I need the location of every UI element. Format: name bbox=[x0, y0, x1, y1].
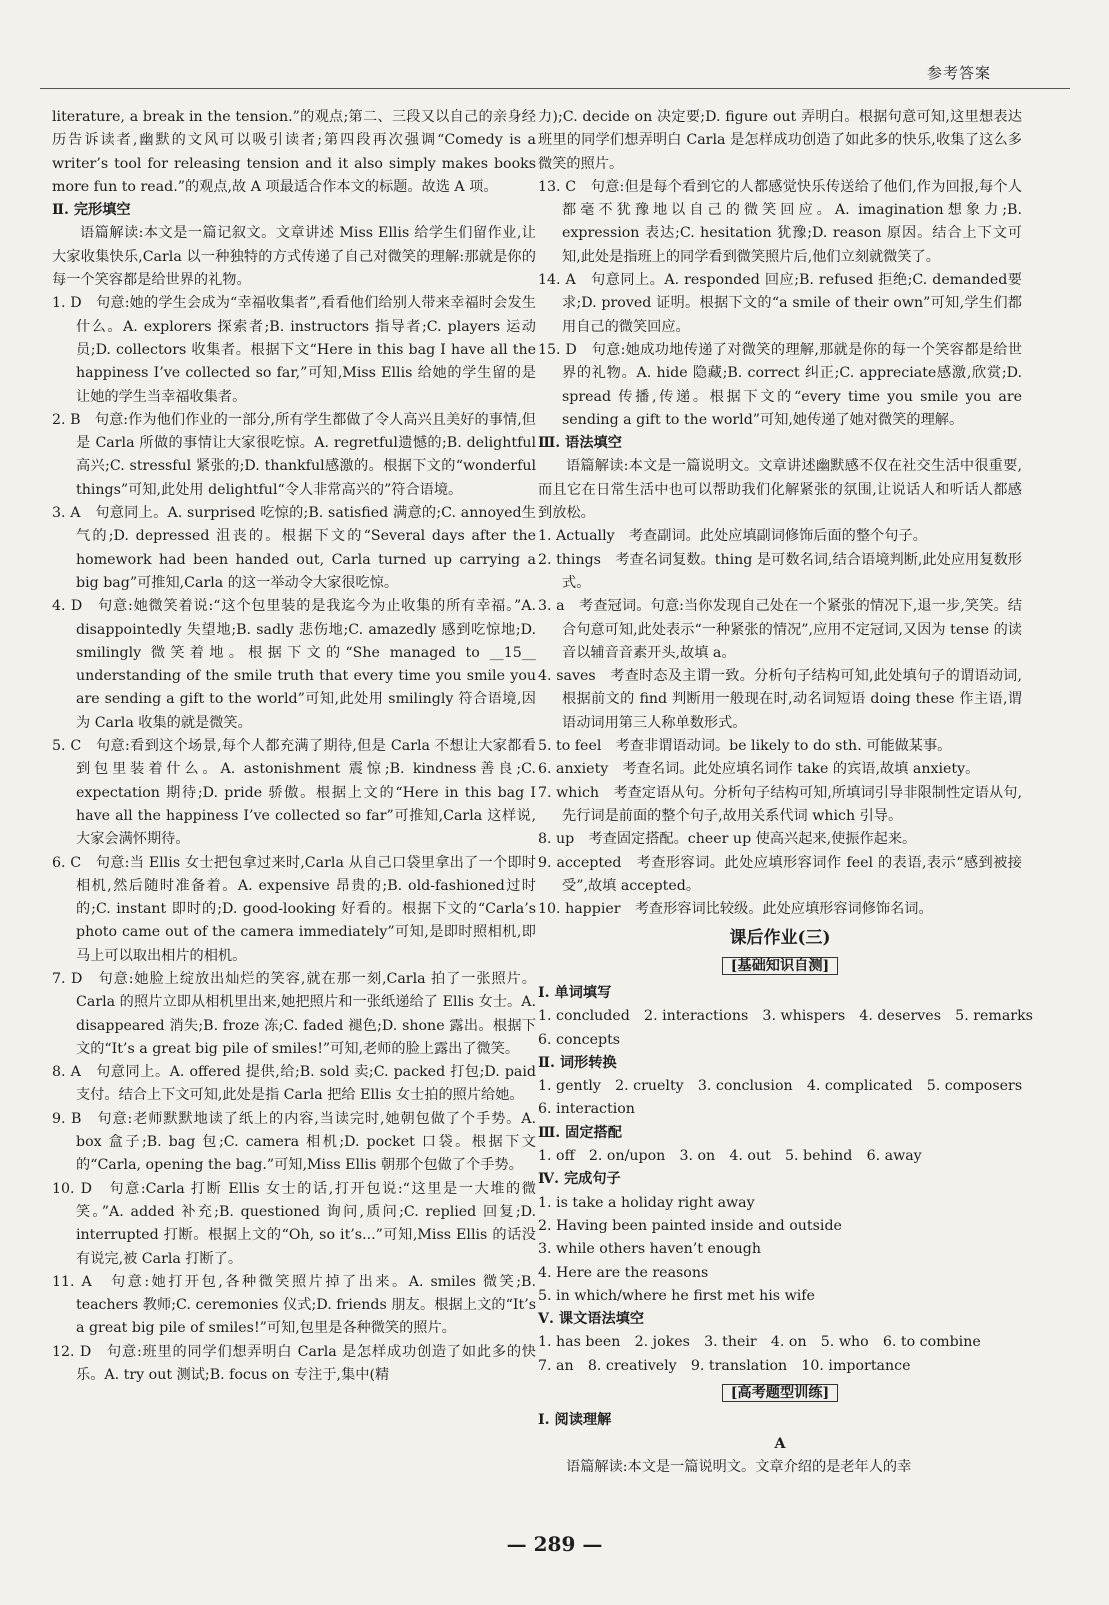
left-column-item-5: 3. A 句意同上。A. surprised 吃惊的;B. satisfied 满意的;C. annoyed生气的;D. depressed 沮丧的。根据下文的“Several days after the homework had been handed out, Carla turned up carrying a big bag”可推知,Carla 的这一举动令大家很吃惊。 bbox=[52, 505, 536, 591]
left-column-indent-2: 语篇解读:本文是一篇记叙文。文章讲述 Miss Ellis 给学生们留作业,让大家收集快乐,Carla 以一种独特的方式传递了自己对微笑的理解:那就是你的每一个笑容都是给世界的礼物。 bbox=[52, 225, 536, 289]
left-column-item-14: 12. D 句意:班里的同学们想弄明白 Carla 是怎样成功创造了如此多的快乐。A. try out 测试;B. focus on 专注于,集中(精 bbox=[52, 1343, 536, 1384]
right-column-tight-31: 5. in which/where he first met his wife bbox=[538, 1287, 815, 1304]
left-column-item-13: 11. A 句意:她打开包,各种微笑照片掉了出来。A. smiles 微笑;B. teachers 教师;C. ceremonies 仪式;D. friends 朋友。根据上文的“It’s a great big pile of smiles!”可知,包里是各种微笑的照片。 bbox=[52, 1273, 536, 1337]
left-column-item-6: 4. D 句意:她微笑着说:“这个包里装的是我迄今为止收集的所有幸福。”A. disappointedly 失望地;B. sadly 悲伤地;C. amazedly 感到吃惊地;D. smilingly 微笑着地。根据下文的“She managed to __15__ understanding of the smile truth that every time you smile you are sending a gift to the world”可知,此处用 smilingly 符合语境,因为 Carla 收集的就是微笑。 bbox=[52, 598, 536, 731]
right-column-tight-29: 3. while others haven’t enough bbox=[538, 1241, 761, 1258]
right-column-p-0: 力);C. decide on 决定要;D. figure out 弄明白。根据句意可知,这里想表达班里的同学们想弄明白 Carla 是怎样成功创造了如此多的快乐,收集了这么多微笑的照片。 bbox=[538, 109, 1022, 172]
right-column-item-15: 10. happier 考查形容词比较级。此处应填形容词修饰名词。 bbox=[538, 901, 933, 918]
left-column-item-12: 10. D 句意:Carla 打断 Ellis 女士的话,打开包说:“这里是一大堆的微笑。”A. added 补充;B. questioned 询问,质问;C. replied 回复;D. interrupted 打断。根据上文的“Oh, so it’s...”可知,Miss Ellis 的话没有说完,被 Carla 打断了。 bbox=[52, 1180, 536, 1267]
right-column-sec-24: Ⅲ. 固定搭配 bbox=[538, 1124, 622, 1141]
right-column-item-1: 13. C 句意:但是每个看到它的人都感觉快乐传送给了他们,作为回报,每个人都毫不犹豫地以自己的微笑回应。A. imagination想象力;B. expression 表达;C. hesitation 犹豫;D. reason 原因。结合上下文可知,此处是指班上的同学看到微笑照片后,他们立刻就微笑了。 bbox=[538, 178, 1022, 265]
left-column-item-4: 2. B 句意:作为他们作业的一部分,所有学生都做了令人高兴且美好的事情,但是 Carla 所做的事情让大家很吃惊。A. regretful遗憾的;B. delightful 高兴;C. stressful 紧张的;D. thankful感激的。根据下文的“wonderful things”可知,此处用 delightful“令人非常高兴的”符合语境。 bbox=[52, 411, 536, 498]
right-column-tight-22: 1. gently 2. cruelty 3. conclusion 4. complicated 5. composers bbox=[538, 1078, 1023, 1095]
right-column-tight-34: 7. an 8. creatively 9. translation 10. importance bbox=[538, 1357, 911, 1374]
right-column-item-3: 15. D 句意:她成功地传递了对微笑的理解,那就是你的每一个笑容都是给世界的礼物。A. hide 隐藏;B. correct 纠正;C. appreciate感激,欣赏;D. spread 传播,传递。根据下文的“every time you smile you are sending a gift to the world”可知,她传递了她对微笑的理解。 bbox=[538, 341, 1022, 428]
right-column-tight-19: 1. concluded 2. interactions 3. whispers 4. deserves 5. remarks bbox=[538, 1008, 1033, 1025]
section-heading-box: [高考题型训练] bbox=[722, 1384, 839, 1402]
right-column-item-7: 2. things 考查名词复数。thing 是可数名词,结合语境判断,此处应用复数形式。 bbox=[538, 551, 1022, 591]
right-column-item-14: 9. accepted 考查形容词。此处应填形容词作 feel 的表语,表示“感到被接受”,故填 accepted。 bbox=[538, 854, 1022, 894]
right-column-sec-4: Ⅲ. 语法填空 bbox=[538, 435, 622, 452]
page-number: — 289 — bbox=[506, 1532, 603, 1556]
left-column-item-9: 7. D 句意:她脸上绽放出灿烂的笑容,就在那一刻,Carla 拍了一张照片。Carla 的照片立即从相机里出来,她把照片和一张纸递给了 Ellis 女士。A. disappeared 消失;B. froze 冻;C. faded 褪色;D. shone 露出。根据下文的“It’s a great big pile of smiles!”可知,老师的脸上露出了微笑。 bbox=[52, 970, 536, 1057]
right-column-item-8: 3. a 考查冠词。句意:当你发现自己处在一个紧张的情况下,退一步,笑笑。结合句意可知,此处表示“一种紧张的情况”,应用不定冠词,又因为 tense 的读音以辅音音素开头,故填 a。 bbox=[538, 598, 1022, 661]
page-header: 参考答案 bbox=[926, 64, 991, 82]
right-column-bracket-35 bbox=[538, 1382, 1022, 1405]
right-column-item-12: 7. which 考查定语从句。分析句子结构可知,所填词引导非限制性定语从句,先行词是前面的整个句子,故用关系代词 which 引导。 bbox=[538, 784, 1022, 824]
right-column-indent-5: 语篇解读:本文是一篇说明文。文章讲述幽默感不仅在社交生活中很重要,而且它在日常生活中也可以帮助我们化解紧张的氛围,让说话人和听话人都感到放松。 bbox=[538, 458, 1022, 522]
right-column-tight-33: 1. has been 2. jokes 3. their 4. on 5. who 6. to combine bbox=[538, 1334, 981, 1351]
right-column-bracket-17 bbox=[538, 955, 1022, 978]
right-column-item-11: 6. anxiety 考查名词。此处应填名词作 take 的宾语,故填 anxiety。 bbox=[538, 761, 980, 778]
left-column-item-11: 9. B 句意:老师默默地读了纸上的内容,当读完时,她朝包做了个手势。A. box 盒子;B. bag 包;C. camera 相机;D. pocket 口袋。根据下文的“Carla, opening the bag.”可知,Miss Ellis 朝那个包做了个手势。 bbox=[52, 1110, 536, 1174]
right-column-sec-26: Ⅳ. 完成句子 bbox=[538, 1171, 621, 1188]
right-column bbox=[538, 106, 1033, 1479]
left-column-item-10: 8. A 句意同上。A. offered 提供,给;B. sold 卖;C. packed 打包;D. paid 支付。结合上下文可知,此处是指 Carla 把给 Ellis 女士拍的照片给她。 bbox=[52, 1064, 536, 1104]
right-column-sec-18: Ⅰ. 单词填写 bbox=[538, 984, 612, 1001]
header-rule bbox=[40, 88, 1070, 89]
section-heading-box: [基础知识自测] bbox=[722, 957, 839, 975]
left-column-item-8: 6. C 句意:当 Ellis 女士把包拿过来时,Carla 从自己口袋里拿出了一个即时相机,然后随时准备着。A. expensive 昂贵的;B. old-fashioned过时的;C. instant 即时的;D. good-looking 好看的。根据下文的“Carla’s photo came out of the camera immediately”可知,是即时照相机,即马上可以取出相片的相机。 bbox=[52, 854, 536, 964]
right-column-tight-23: 6. interaction bbox=[538, 1101, 635, 1118]
left-column-item-7: 5. C 句意:看到这个场景,每个人都充满了期待,但是 Carla 不想让大家都看到包里装着什么。A. astonishment 震惊;B. kindness善良;C. expectation 期待;D. pride 骄傲。根据上文的“Here in this bag I have all the happiness I’ve collected so far”可推知,Carla 这样说,大家会满怀期待。 bbox=[52, 738, 536, 848]
right-column-tight-27: 1. is take a holiday right away bbox=[538, 1194, 755, 1211]
right-column-sec-36: Ⅰ. 阅读理解 bbox=[538, 1412, 612, 1429]
right-column-center-37: A bbox=[774, 1435, 786, 1452]
right-column-tight-25: 1. off 2. on/upon 3. on 4. out 5. behind 6. away bbox=[538, 1148, 922, 1165]
right-column-indent-38: 语篇解读:本文是一篇说明文。文章介绍的是老年人的幸 bbox=[566, 1458, 912, 1475]
right-column-title-16: 课后作业(三) bbox=[729, 928, 831, 949]
right-column-tight-30: 4. Here are the reasons bbox=[538, 1264, 709, 1281]
left-column-p-0: literature, a break in the tension.”的观点;第二、三段又以自己的亲身经历告诉读者,幽默的文风可以吸引读者;第四段再次强调“Comedy is a writer’s tool for releasing tension and it also simply makes books more fun to read.”的观点,故 A 项最适合作本文的标题。故选 A 项。 bbox=[52, 109, 536, 195]
right-column-item-13: 8. up 考查固定搭配。cheer up 使高兴起来,使振作起来。 bbox=[538, 831, 917, 848]
left-column bbox=[52, 106, 536, 1387]
right-column-item-10: 5. to feel 考查非谓语动词。be likely to do sth. 可能做某事。 bbox=[538, 738, 952, 755]
right-column-tight-28: 2. Having been painted inside and outside bbox=[538, 1217, 842, 1234]
right-column-tight-20: 6. concepts bbox=[538, 1031, 621, 1048]
left-column-sec-1: Ⅱ. 完形填空 bbox=[52, 202, 131, 219]
right-column-item-9: 4. saves 考查时态及主谓一致。分析句子结构可知,此处填句子的谓语动词,根据前文的 find 判断用一般现在时,动名词短语 doing these 作主语,谓语动词用第三人称单数形式。 bbox=[538, 668, 1022, 731]
right-column-item-2: 14. A 句意同上。A. responded 回应;B. refused 拒绝;C. demanded要求;D. proved 证明。根据下文的“a smile of their own”可知,学生们都用自己的微笑回应。 bbox=[538, 272, 1022, 335]
right-column-sec-21: Ⅱ. 词形转换 bbox=[538, 1054, 617, 1071]
right-column-sec-32: Ⅴ. 课文语法填空 bbox=[538, 1311, 645, 1328]
left-column-item-3: 1. D 句意:她的学生会成为“幸福收集者”,看看他们给别人带来幸福时会发生什么。A. explorers 探索者;B. instructors 指导者;C. players 运动员;D. collectors 收集者。根据下文“Here in this bag I have all the happiness I’ve collected so far,”可知,Miss Ellis 给她的学生留的是让她的学生当幸福收集者。 bbox=[52, 295, 536, 405]
right-column-item-6: 1. Actually 考查副词。此处应填副词修饰后面的整个句子。 bbox=[538, 528, 927, 545]
